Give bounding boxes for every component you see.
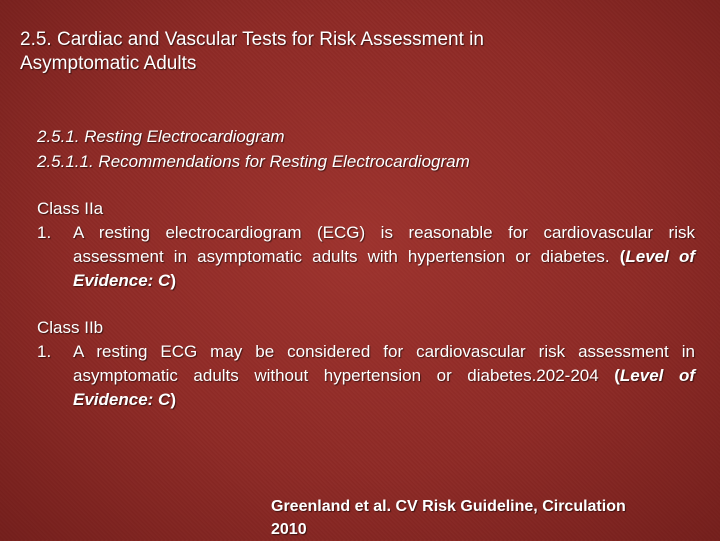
recommendation-item: [37, 221, 695, 293]
section-heading: 2.5.1. Resting Electrocardiogram: [37, 127, 285, 146]
recommendation-text: A resting ECG may be considered for cardiovascular risk assessment in asymptomatic adults without hypertension or diabetes.202-204: [73, 342, 695, 385]
loe-label: Level of Evidence: C: [73, 247, 695, 290]
loe-close: ): [170, 390, 176, 409]
recommendation-number: 1.: [37, 342, 52, 361]
subsection-heading: 2.5.1.1. Recommendations for Resting Electrocardiogram: [37, 152, 470, 171]
recommendation-number: 1.: [37, 223, 52, 242]
loe-open: (: [609, 247, 626, 266]
class-label: Class IIb: [37, 318, 104, 337]
slide-title-line-1: 2.5. Cardiac and Vascular Tests for Risk Assessment in: [20, 29, 484, 50]
loe-open: (: [598, 366, 620, 385]
loe-close: ): [170, 271, 176, 290]
section-headings: [37, 124, 697, 174]
recommendation-text-wrap: [73, 340, 695, 412]
citation: [271, 495, 701, 541]
recommendation-text: A resting electrocardiogram (ECG) is reasonable for cardiovascular risk assessment in asymptomatic adults with hypertension or diabetes.: [73, 223, 695, 266]
citation-line-2: 2010: [271, 521, 307, 538]
slide-title: [20, 28, 700, 76]
loe-label: Level of Evidence: C: [73, 366, 695, 409]
slide-title-line-2: Asymptomatic Adults: [20, 53, 197, 74]
recommendation-text-wrap: [73, 221, 695, 293]
citation-line-1: Greenland et al. CV Risk Guideline, Circulation: [271, 498, 626, 515]
class-label: Class IIa: [37, 199, 104, 218]
recommendation-block-class-iia: [37, 197, 695, 293]
recommendation-item: [37, 340, 695, 412]
recommendation-block-class-iib: [37, 316, 695, 412]
